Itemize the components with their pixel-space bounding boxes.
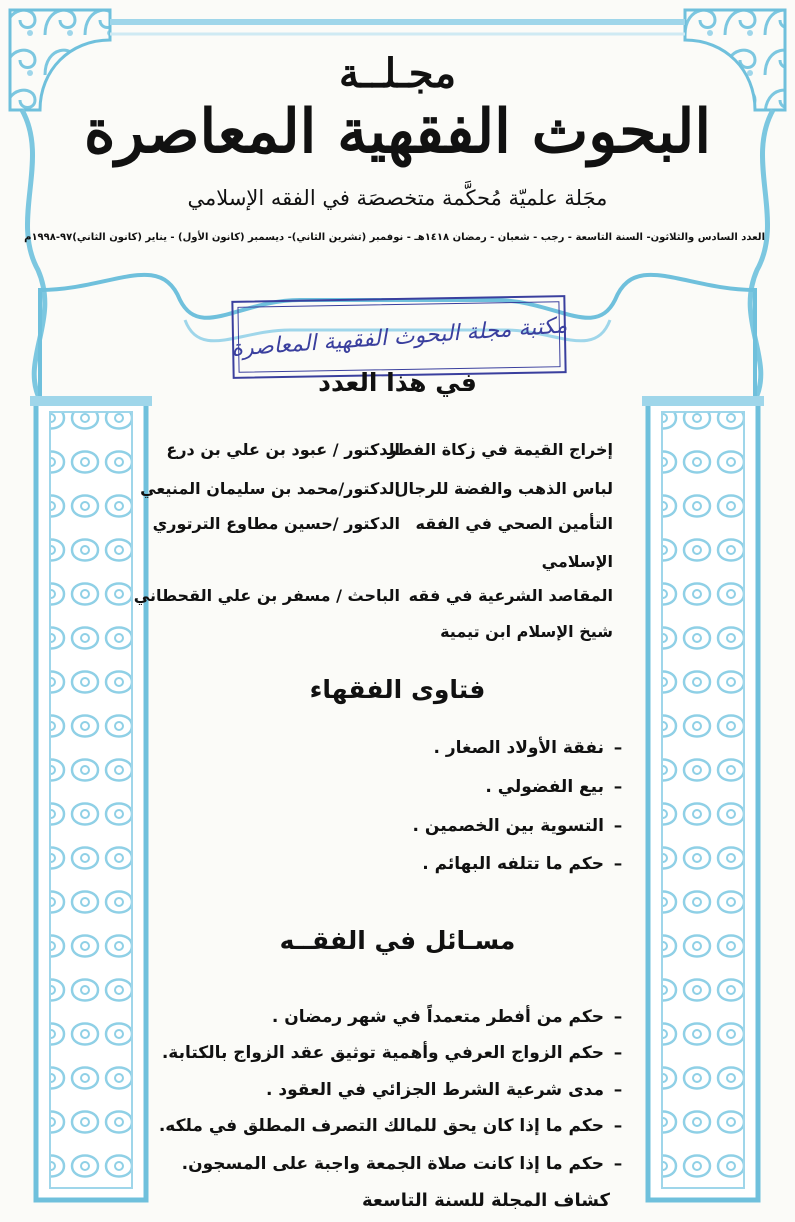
list-item-text: التسوية بين الخصمين . xyxy=(412,816,604,836)
list-item-text: حكم ما إذا كانت صلاة الجمعة واجبة على المسجون. xyxy=(181,1154,604,1174)
list-item-text: حكم ما تتلفه البهائم . xyxy=(422,854,604,874)
article-title: لباس الذهب والفضة للرجال xyxy=(394,479,613,498)
bullet-dash: – xyxy=(613,816,623,836)
fatawa-heading: فتاوى الفقهاء xyxy=(309,675,486,704)
list-item-text: حكم ما إذا كان يحق للمالك التصرف المطلق في ملكه. xyxy=(158,1116,604,1136)
list-item xyxy=(162,1043,632,1063)
article-author: الباحث / مسفر بن علي القحطاني xyxy=(133,586,400,605)
article-author: الدكتور /حسين مطاوع الترتوري xyxy=(152,514,400,533)
bullet-dash: – xyxy=(613,1043,623,1063)
list-item-text: حكم الزواج العرفي وأهمية توثيق عقد الزواج بالكتابة. xyxy=(161,1043,604,1063)
list-item xyxy=(162,1154,632,1174)
list-item xyxy=(162,1007,632,1027)
issue-info: العدد السادس والثلاثون- السنة التاسعة - رجب - شعبان - رمضان ١٤١٨هـ - نوفمبر (تشرين الثاني)- ديسمبر (كانون الأول) - يناير (كانون الثاني)٩٧-١٩٩٨م xyxy=(24,232,765,243)
article-title: الإسلامي xyxy=(541,552,613,571)
article-author: الدكتور/محمد بن سليمان المنيعي xyxy=(140,479,400,498)
list-item-text: مدى شرعية الشرط الجزائي في العقود . xyxy=(266,1080,604,1100)
masail-heading: مسـائل في الفقــه xyxy=(279,926,516,955)
list-item xyxy=(162,1080,632,1100)
bullet-dash: – xyxy=(613,1154,623,1174)
list-item xyxy=(162,854,632,874)
list-item xyxy=(158,1116,632,1136)
list-item-text: نفقة الأولاد الصغار . xyxy=(433,738,604,758)
bullet-dash: – xyxy=(613,738,623,758)
list-item-text: حكم من أفطر متعمداً في شهر رمضان . xyxy=(271,1007,604,1027)
list-item xyxy=(162,816,632,836)
magazine-label: مجـلــة xyxy=(338,50,457,97)
list-item-text: بيع الفضولي . xyxy=(485,777,604,797)
article-title: شيخ الإسلام ابن تيمية xyxy=(440,622,613,641)
library-stamp xyxy=(231,295,566,379)
magazine-subtitle: مجَلة علميّة مُحكَّمة متخصصَة في الفقه الإسلامي xyxy=(187,186,608,210)
bullet-dash: – xyxy=(613,1007,623,1027)
library-stamp-inner xyxy=(230,301,568,373)
bullet-dash: – xyxy=(613,854,623,874)
magazine-title: البحوث الفقهية المعاصرة xyxy=(84,97,711,167)
list-item xyxy=(162,738,632,758)
contents-heading: في هذا العدد xyxy=(318,368,477,397)
annual-index-note: كشاف المجلة للسنة التاسعة xyxy=(362,1190,610,1211)
article-title: إخراج القيمة في زكاة الفطر xyxy=(387,440,613,459)
list-item xyxy=(162,777,632,797)
article-title: التأمين الصحي في الفقه xyxy=(415,514,613,533)
bullet-dash: – xyxy=(613,777,623,797)
bullet-dash: – xyxy=(613,1116,623,1136)
article-title: المقاصد الشرعية في فقه xyxy=(408,586,613,605)
article-author: الدكتور / عبود بن علي بن درع xyxy=(166,440,400,459)
library-stamp-text: مكتبة مجلة البحوث الفقهية المعاصرة xyxy=(230,312,568,362)
bullet-dash: – xyxy=(613,1080,623,1100)
